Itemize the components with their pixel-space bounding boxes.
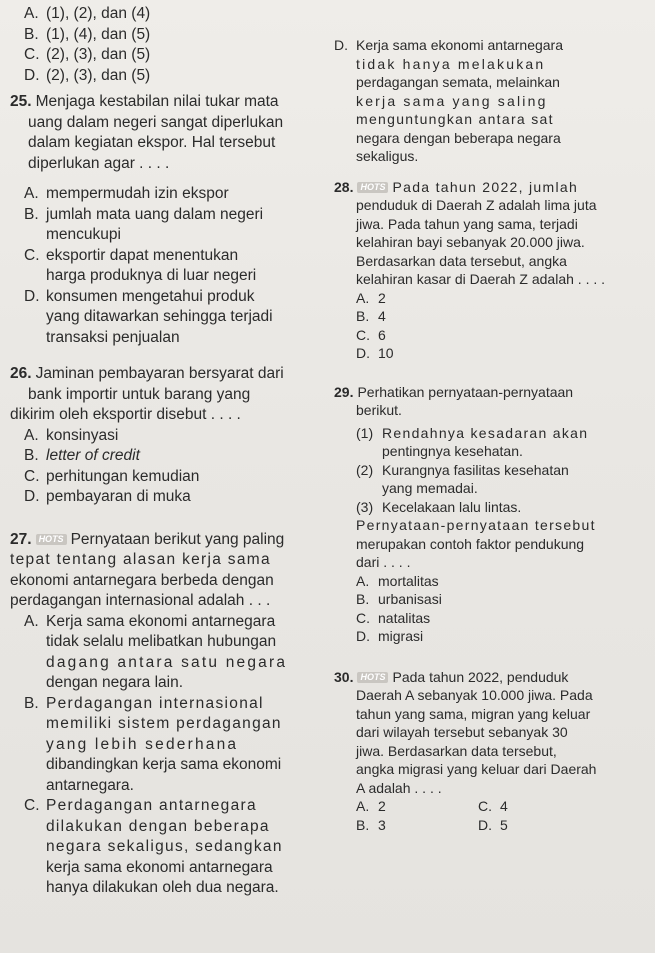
statement-2-cont: yang memadai. [382, 480, 478, 496]
question-text: kelahiran bayi sebanyak 20.000 jiwa. [356, 234, 585, 250]
question-text: Pernyataan berikut yang paling [70, 530, 285, 548]
option-d[interactable]: D. 5 [478, 816, 508, 833]
question-text: jiwa. Berdasarkan data tersebut, [356, 742, 557, 759]
option-b[interactable]: B. jumlah mata uang dalam negeri mencukupi [24, 205, 264, 243]
option-a[interactable]: A. mortalitas [356, 572, 439, 589]
option-a[interactable]: A. 2 [356, 798, 386, 814]
option-a[interactable]: A. 2 [356, 289, 386, 306]
question-text: ekonomi antarnegara berbeda dengan [10, 571, 274, 589]
option-a[interactable]: A. (1), (2), dan (4) [24, 5, 151, 22]
question-text: uang dalam negeri sangat diperlukan [28, 113, 284, 131]
question-text: bank importir untuk barang yang [28, 385, 251, 403]
question-text: Pada tahun 2022, jumlah [392, 178, 579, 195]
option-d[interactable]: D. konsumen mengetahui produk yang ditawarkan sehingga terjadi transaksi penjualan [24, 287, 273, 346]
question-text: angka migrasi yang keluar dari Daerah [356, 761, 597, 777]
option-d[interactable]: D. migrasi [356, 628, 424, 644]
question-25 [10, 92, 330, 348]
question-text: dari wilayah tersebut sebanyak 30 [356, 724, 568, 740]
question-text: merupakan contoh faktor pendukung [356, 535, 585, 552]
question-number: 30. [334, 668, 354, 685]
option-b[interactable]: B. 3 [356, 816, 386, 833]
question-text: Berdasarkan data tersebut, angka [356, 252, 567, 269]
option-d[interactable]: D. pembayaran di muka [24, 488, 191, 505]
statement-1-cont: pentingnya kesehatan. [382, 443, 523, 459]
right-column [334, 36, 646, 834]
hots-badge: HOTS [36, 534, 67, 545]
option-d[interactable]: D. Kerja sama ekonomi antarnegara tidak hanya melakukan perdagangan semata, melainkan kerja sama yang saling menguntungkan antara sat negara dengan beberapa negara sekaligus. [334, 37, 564, 164]
question-text: Daerah A sebanyak 10.000 jiwa. Pada [356, 687, 593, 703]
question-text: Perhatikan pernyataan-pernyataan [357, 383, 574, 400]
question-text: kelahiran kasar di Daerah Z adalah . . . . [356, 271, 606, 287]
question-28 [334, 178, 646, 363]
question-text: Pada tahun 2022, penduduk [392, 668, 569, 685]
question-text: Pernyataan-pernyataan tersebut [356, 517, 596, 533]
question-text: Menjaga kestabilan nilai tukar mata [35, 93, 279, 110]
option-b[interactable]: B. 4 [356, 308, 386, 324]
hots-badge: HOTS [357, 672, 388, 683]
question-number: 27. [10, 530, 32, 548]
question-30 [334, 668, 646, 835]
question-text: Jaminan pembayaran bersyarat dari [35, 365, 284, 382]
question-text: berikut. [356, 402, 402, 418]
q24-options [10, 4, 330, 86]
option-b[interactable]: B. Perdagangan internasional memiliki sistem perdagangan yang lebih sederhana dibandingkan kerja sama ekonomi antarnegara. [24, 694, 282, 794]
question-number: 26. [10, 365, 32, 382]
option-c[interactable]: C. 4 [478, 798, 508, 814]
option-d[interactable]: D. (2), (3), dan (5) [24, 66, 151, 84]
question-text: dalam kegiatan ekspor. Hal tersebut [28, 134, 276, 151]
option-c[interactable]: C. 6 [356, 326, 386, 343]
option-row-2 [334, 816, 646, 835]
question-number: 29. [334, 383, 354, 400]
option-row-1 [334, 797, 646, 816]
option-b[interactable]: B. letter of credit [24, 447, 140, 464]
question-text: tahun yang sama, migran yang keluar [356, 705, 591, 722]
question-26 [10, 364, 330, 508]
question-text: jiwa. Pada tahun yang sama, terjadi [356, 215, 578, 232]
question-text: perdagangan internasional adalah . . . [10, 592, 271, 609]
question-text: dikirim oleh eksportir disebut . . . . [10, 406, 241, 423]
option-c[interactable]: C. (2), (3), dan (5) [24, 46, 151, 63]
statement-3: (3) Kecelakaan lalu lintas. [356, 498, 522, 515]
option-b[interactable]: B. urbanisasi [356, 591, 442, 607]
option-c[interactable]: C. natalitas [356, 609, 431, 626]
question-29 [334, 383, 646, 646]
statement-2: (2) Kurangnya fasilitas kesehatan [356, 461, 569, 478]
option-b[interactable]: B. (1), (4), dan (5) [24, 25, 151, 43]
question-text: penduduk di Daerah Z adalah lima juta [356, 197, 597, 213]
question-text: diperlukan agar . . . . [28, 154, 170, 172]
option-a[interactable]: A. konsinyasi [24, 426, 119, 444]
option-d[interactable]: D. 10 [356, 345, 394, 361]
question-text: A adalah . . . . [356, 779, 442, 796]
option-a[interactable]: A. Kerja sama ekonomi antarnegara tidak selalu melibatkan hubungan dagang antara satu negara dengan negara lain. [24, 612, 288, 691]
left-column [10, 4, 330, 899]
question-text: tepat tentang alasan kerja sama [10, 551, 271, 568]
option-c[interactable]: C. perhitungan kemudian [24, 467, 200, 485]
option-c[interactable]: C. Perdagangan antarnegara dilakukan dengan beberapa negara sekaligus, sedangkan kerja sama ekonomi antarnegara hanya dilakukan oleh dua negara. [24, 797, 283, 896]
option-c[interactable]: C. eksportir dapat menentukan harga produknya di luar negeri [24, 246, 257, 284]
question-text: dari . . . . [356, 554, 411, 570]
statement-1: (1) Rendahnya kesadaran akan [356, 424, 589, 441]
question-number: 28. [334, 178, 354, 195]
question-number: 25. [10, 93, 32, 110]
hots-badge: HOTS [357, 182, 388, 193]
question-27 [10, 530, 330, 899]
option-a[interactable]: A. mempermudah izin ekspor [24, 185, 229, 202]
